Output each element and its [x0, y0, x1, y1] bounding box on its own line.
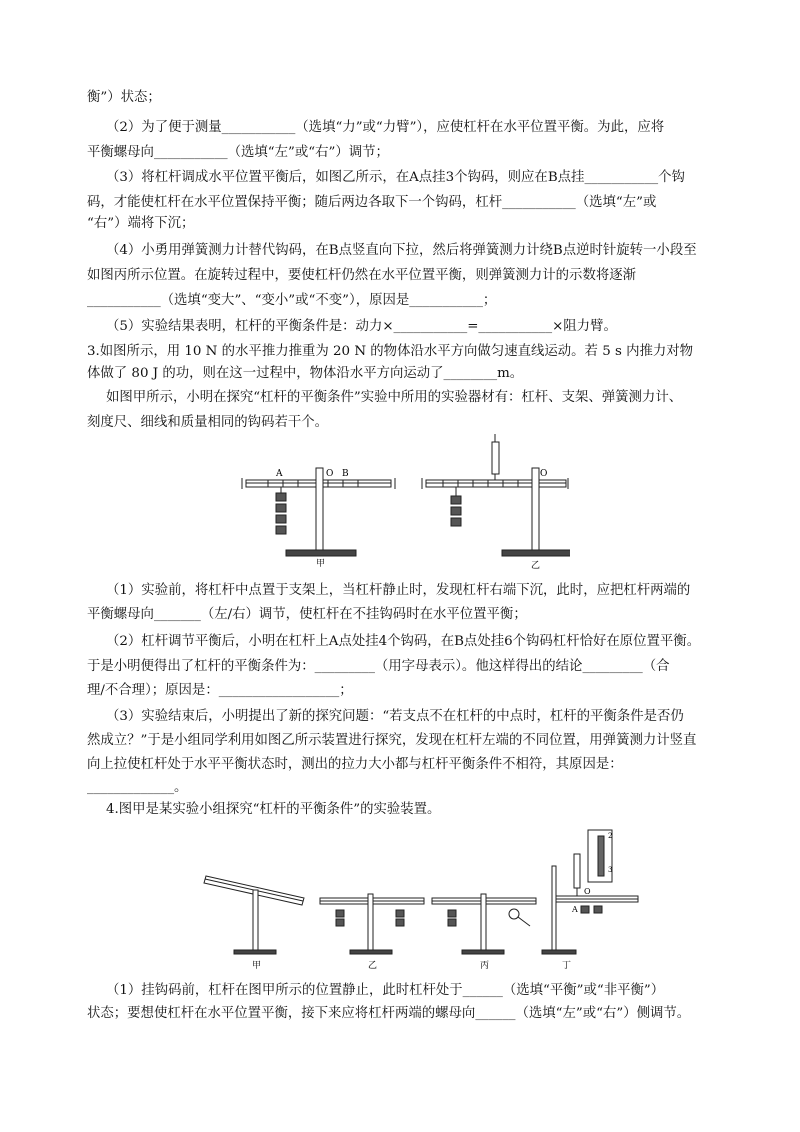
text-line: 状态；要想使杠杆在水平位置平衡，接下来应将杠杆两端的螺母向______（选填“左”或“右”）侧调节。	[87, 1006, 691, 1021]
scale-mark-2: 2	[608, 832, 613, 840]
figure-label-jia: 甲	[252, 961, 262, 971]
lever-figure-four-panels	[196, 826, 644, 972]
text-line: 4.图甲是某实验小组探究“杠杆的平衡条件”的实验装置。	[106, 802, 441, 817]
text-line: 如图丙所示位置。在旋转过程中，要使杠杆仍然在水平位置平衡，则弹簧测力计的示数将逐渐	[87, 268, 637, 283]
text-line: （2）为了便于测量___________（选填“力”或“力臂”），应使杠杆在水平位置平衡。为此，应将	[106, 120, 665, 135]
scale-mark-3: 3	[608, 866, 613, 874]
figure-label-bing: 丙	[480, 961, 490, 971]
pivot-o-label: O	[326, 469, 334, 479]
text-line: 刻度尺、细线和质量相同的钩码若干个。	[87, 415, 329, 430]
figure-label-yi: 乙	[368, 961, 378, 971]
text-line: （1）挂钩码前，杠杆在图甲所示的位置静止，此时杠杆处于______（选填“平衡”或“非平衡”）	[106, 983, 665, 998]
text-line: 码，才能使杠杆在水平位置保持平衡；随后两边各取下一个钩码，杠杆___________（选填“左”或	[87, 195, 657, 210]
figure-label-jia: 甲	[316, 559, 326, 569]
text-line: 然成立？”于是小组同学利用如图乙所示装置进行探究，发现在杠杆左端的不同位置，用弹簧测力计竖直	[87, 733, 697, 748]
text-line: （5）实验结果表明，杠杆的平衡条件是：动力×___________=___________×阻力臂。	[106, 319, 617, 334]
text-line: _____________。	[87, 780, 188, 795]
text-line: ___________（选填“变大”、“变小”或“不变”），原因是___________；	[87, 293, 497, 308]
text-line: 3.如图所示，用 10 N 的水平推力推重为 20 N 的物体沿水平方向做匀速直线运动。若 5 s 内推力对物	[87, 344, 694, 359]
text-line: 理/不合理）；原因是：__________________；	[87, 683, 353, 698]
text-line: （3）将杠杆调成水平位置平衡后，如图乙所示，在A点挂3个钩码，则应在B点挂___________个钩	[106, 170, 685, 185]
text-line: （1）实验前，将杠杆中点置于支架上，当杠杆静止时，发现杠杆右端下沉，此时，应把杠杆两端的	[106, 583, 691, 598]
pivot-o-label: O	[540, 469, 548, 479]
text-line: 于是小明便得出了杠杆的平衡条件为：_________（用字母表示）。他这样得出的结论_________（合	[87, 659, 670, 674]
lever-figure-jia-yi	[238, 430, 570, 572]
text-line: 平衡螺母向_______（左/右）调节，使杠杆在不挂钩码时在水平位置平衡；	[87, 607, 527, 622]
text-line: （4）小勇用弹簧测力计替代钩码，在B点竖直向下拉，然后将弹簧测力计绕B点逆时针旋转一小段至	[106, 243, 697, 258]
point-a-label: A	[572, 905, 578, 914]
figure-label-yi: 乙	[531, 561, 541, 571]
text-line: 平衡螺母向___________（选填“左”或“右”）调节；	[87, 145, 389, 160]
text-line: “右”）端将下沉；	[87, 216, 195, 231]
text-line: 向上拉使杠杆处于水平平衡状态时，测出的拉力大小都与杠杆平衡条件不相符，其原因是：	[87, 757, 623, 772]
text-line: 衡”）状态；	[87, 90, 161, 105]
text-line: （3）实验结束后，小明提出了新的探究问题：“若支点不在杠杆的中点时，杠杆的平衡条件是否仍	[106, 709, 684, 724]
text-line: 如图甲所示，小明在探究“杠杆的平衡条件”实验中所用的实验器材有：杠杆、支架、弹簧测力计、	[106, 390, 683, 405]
point-b-label: B	[342, 469, 349, 479]
figure-label-ding: 丁	[562, 961, 572, 971]
text-line: （2）杠杆调节平衡后，小明在杠杆上A点处挂4个钩码，在B点处挂6个钩码杠杆恰好在原位置平衡。	[106, 634, 701, 649]
pivot-o-label: O	[584, 887, 591, 896]
text-line: 体做了 80 J 的功，则在这一过程中，物体沿水平方向运动了________m。	[87, 366, 524, 381]
point-a-label: A	[276, 469, 283, 479]
